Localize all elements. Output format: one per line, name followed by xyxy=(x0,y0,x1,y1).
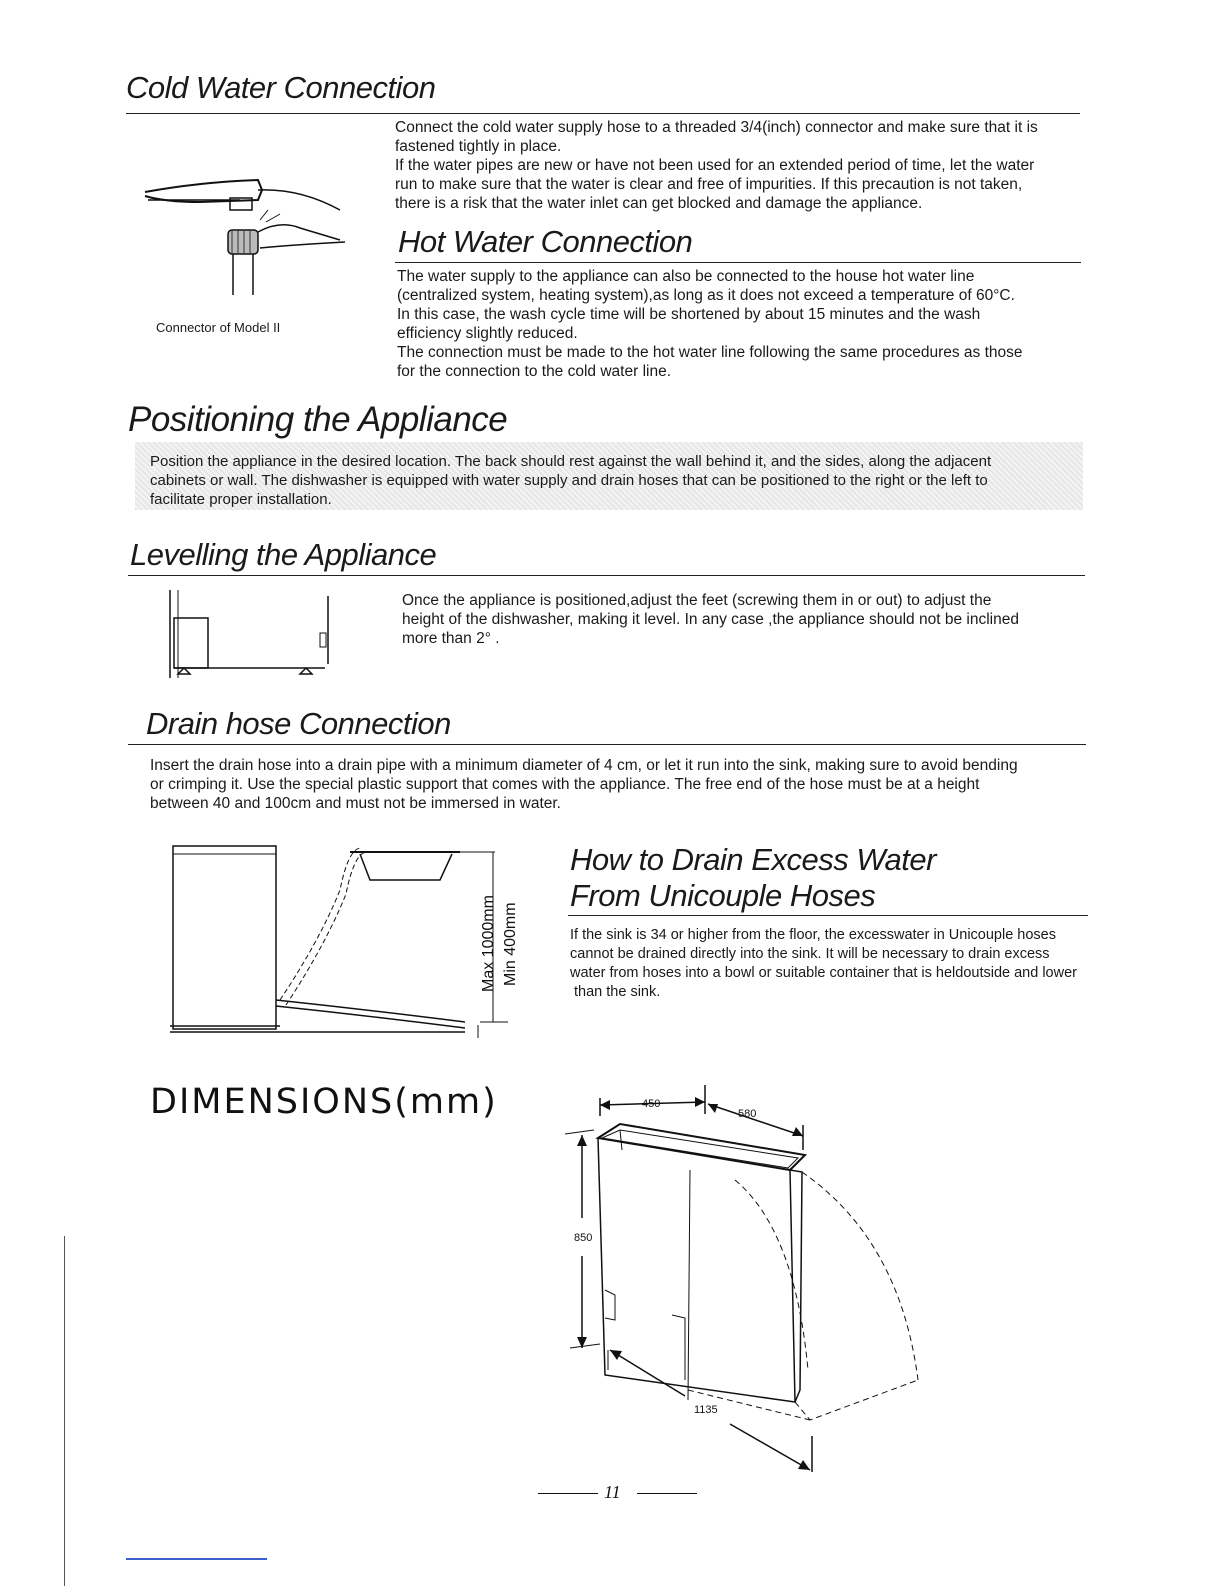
drain-excess-heading-line2: From Unicouple Hoses xyxy=(570,878,876,913)
cold-water-line: there is a risk that the water inlet can get blocked and damage the appliance. xyxy=(395,195,923,212)
drain-excess-line: than the sink. xyxy=(570,984,661,1000)
drain-excess-line: If the sink is 34 or higher from the floor, the excesswater in Unicouple hoses xyxy=(570,927,1056,943)
cold-water-text xyxy=(395,118,1085,213)
positioning-line: facilitate proper installation. xyxy=(150,491,332,508)
hot-water-line: (centralized system, heating system),as long as it does not exceed a temperature of 60°C. xyxy=(397,287,1015,304)
cold-water-line: fastened tightly in place. xyxy=(395,138,562,155)
max-height-label: Max 1000mm xyxy=(480,895,497,992)
cold-water-line: run to make sure that the water is clear and free of impurities. If this precaution is not taken, xyxy=(395,176,1023,193)
levelling-line: more than 2° . xyxy=(402,630,500,647)
dimensions-illustration xyxy=(560,1080,940,1480)
drain-hose-rule xyxy=(128,744,1086,745)
drain-excess-text xyxy=(570,926,1100,1002)
positioning-line: cabinets or wall. The dishwasher is equipped with water supply and drain hoses that can be positioned to the right or the left to xyxy=(150,472,988,489)
hot-water-line: efficiency slightly reduced. xyxy=(397,325,578,342)
drain-hose-line: or crimping it. Use the special plastic support that comes with the appliance. The free end of the hose must be at a height xyxy=(150,776,980,793)
scan-bottom-blue-line xyxy=(126,1558,267,1560)
levelling-illustration xyxy=(160,588,340,688)
page-number-rule-left xyxy=(538,1493,598,1494)
hot-water-line: In this case, the wash cycle time will be shortened by about 15 minutes and the wash xyxy=(397,306,981,323)
levelling-text xyxy=(402,591,1072,648)
cold-water-line: If the water pipes are new or have not been used for an extended period of time, let the water xyxy=(395,157,1035,174)
scan-left-edge-line xyxy=(64,1236,65,1586)
levelling-rule xyxy=(128,575,1085,576)
drain-hose-illustration xyxy=(170,840,520,1040)
levelling-line: height of the dishwasher, making it level. In any case ,the appliance should not be inclined xyxy=(402,611,1019,628)
positioning-line: Position the appliance in the desired location. The back should rest against the wall behind it, and the sides, along the adjacent xyxy=(150,453,992,470)
drain-hose-text xyxy=(150,756,1080,813)
hot-water-rule xyxy=(395,262,1081,263)
drain-hose-line: between 40 and 100cm and must not be immersed in water. xyxy=(150,795,561,812)
page-number-rule-right xyxy=(637,1493,697,1494)
dimensions-heading: DIMENSIONS(mm) xyxy=(150,1082,498,1122)
height-label: 850 xyxy=(574,1232,593,1244)
cold-water-heading: Cold Water Connection xyxy=(126,70,436,105)
hot-water-line: for the connection to the cold water line. xyxy=(397,363,671,380)
overall-depth-label: 1135 xyxy=(694,1404,718,1416)
depth-label: 580 xyxy=(738,1108,757,1120)
cold-water-rule xyxy=(126,113,1080,114)
width-label: 450 xyxy=(642,1098,661,1110)
connector-caption: Connector of Model II xyxy=(156,320,281,335)
cold-water-line: Connect the cold water supply hose to a threaded 3/4(inch) connector and make sure that it is xyxy=(395,119,1038,136)
levelling-heading: Levelling the Appliance xyxy=(130,537,437,572)
drain-excess-heading-line1: How to Drain Excess Water xyxy=(570,842,936,877)
drain-excess-line: water from hoses into a bowl or suitable container that is heldoutside and lower xyxy=(570,965,1077,981)
hot-water-heading: Hot Water Connection xyxy=(398,224,693,259)
hot-water-line: The connection must be made to the hot water line following the same procedures as those xyxy=(397,344,1023,361)
drain-hose-line: Insert the drain hose into a drain pipe with a minimum diameter of 4 cm, or let it run into the sink, making sure to avoid bending xyxy=(150,757,1018,774)
faucet-connector-illustration xyxy=(140,170,360,300)
hot-water-text xyxy=(397,267,1077,381)
drain-excess-rule xyxy=(568,915,1088,916)
page-number: 11 xyxy=(604,1482,621,1502)
drain-excess-line: cannot be drained directly into the sink. It will be necessary to drain excess xyxy=(570,946,1050,962)
drain-hose-heading: Drain hose Connection xyxy=(146,706,451,741)
hot-water-line: The water supply to the appliance can also be connected to the house hot water line xyxy=(397,268,975,285)
min-height-label: Min 400mm xyxy=(502,902,519,986)
positioning-heading: Positioning the Appliance xyxy=(128,400,508,439)
levelling-line: Once the appliance is positioned,adjust the feet (screwing them in or out) to adjust the xyxy=(402,592,992,609)
positioning-text xyxy=(150,452,1080,509)
